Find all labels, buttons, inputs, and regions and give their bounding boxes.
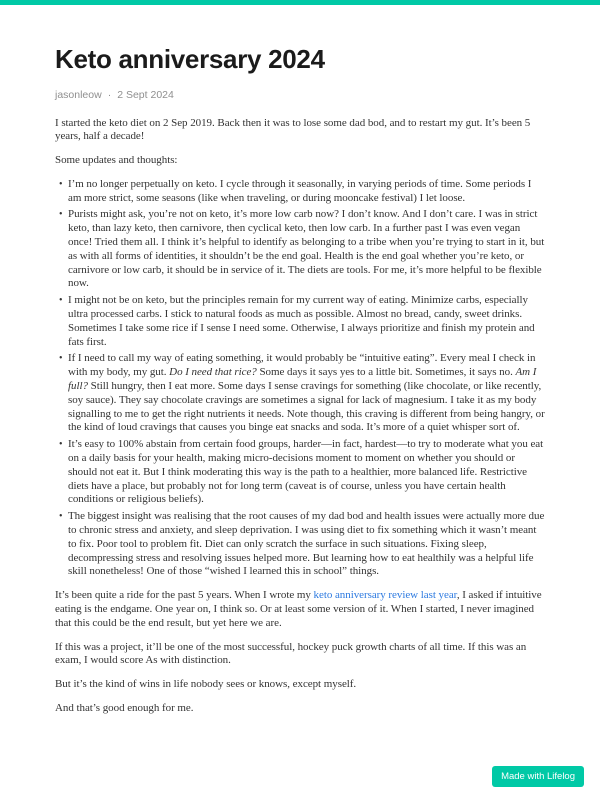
article-container	[0, 5, 600, 716]
list-item-biggest-insight	[68, 510, 545, 579]
list-item-intuitive-eating	[68, 352, 545, 435]
author-link[interactable]: jasonleow	[55, 88, 102, 101]
text-segment: If I need to call my way of eating something, it would probably be “intuitive eating”. Every meal I check in with my body, my gut.	[68, 352, 536, 379]
post-date: 2 Sept 2024	[117, 88, 174, 101]
text-segment: It’s been quite a ride for the past 5 years. When I wrote my	[55, 589, 314, 602]
italic-text-segment: Am I full?	[68, 366, 537, 393]
text-segment: I’m no longer perpetually on keto. I cycle through it seasonally, in varying periods of time. Some periods I am more strict, some seasons (like when traveling, or during mooncake festival) I let loose.	[68, 177, 532, 204]
paragraph-project: If this was a project, it’ll be one of the most successful, hockey puck growth charts of all time. If this was an exam, I would score As with distinction.	[55, 640, 527, 667]
list-item-moderation	[68, 438, 545, 507]
paragraph-updates-heading: Some updates and thoughts:	[55, 154, 178, 167]
paragraph-ride	[55, 589, 545, 630]
text-segment: The biggest insight was realising that the root causes of my dad bod and health issues were actually more due to chronic stress and anxiety, and sleep deprivation. I was using diet to fix something which it wasn’t meant to fix. Poor tool to problem fit. Diet can only scratch the surface in such situations. Fixing sleep, decompressing stress and resolving issues helped more. But learning how to eat healthily was a helpful life skill nonetheless! One of those “wished I learned this in school” things.	[68, 510, 545, 578]
list-item-purists	[68, 208, 545, 291]
list-item-cycling	[68, 178, 545, 206]
updates-list	[55, 178, 545, 579]
byline-separator: ·	[107, 88, 112, 101]
paragraph-wins: But it’s the kind of wins in life nobody sees or knows, except myself.	[55, 678, 357, 691]
article-body	[55, 117, 545, 716]
text-segment: Still hungry, then I eat more. Some days I sense cravings for something (like chocolate, or like recently, soy sauce). They say chocolate cravings are sometimes a signal for lack of magnesium. I take it as my body signalling to me to get the right nutrients it needs. Note though, this craving is different from being hangry, or the kind of loud cravings that causes you binge eat snacks and soda. It’s more of a quiet whisper sort of.	[68, 380, 545, 434]
text-segment: Some days it says yes to a little bit. Sometimes, it says no.	[256, 366, 516, 379]
inline-link[interactable]: keto anniversary review last year	[313, 589, 457, 602]
page-title: Keto anniversary 2024	[55, 44, 325, 74]
paragraph-intro: I started the keto diet on 2 Sep 2019. Back then it was to lose some dad bod, and to restart my gut. It’s been 5 years, half a decade!	[55, 116, 531, 143]
paragraph-closing: And that’s good enough for me.	[55, 701, 194, 714]
text-segment: , I asked if intuitive eating is the endgame. One year on, I think so. Or at least some version of it. When I started, I never imagined that this could be the end result, but yet here we are.	[55, 589, 542, 629]
byline	[55, 89, 545, 102]
text-segment: Purists might ask, you’re not on keto, it’s more low carb now? I don’t know. And I don’t care. I was in strict keto, than lazy keto, then carnivore, then cyclical keto, then low carb. In a further past I was even vegan once! Tried them all. I think it’s helpful to identify as belonging to a tribe when you’re trying to start in it, but as with all forms of identities, it shouldn’t be the end goal. Health is the end goal whether you’re keto, or carnivore or low carb, it should be in service of it. The diets are tools. For me, it’s more helpful to be flexible now.	[68, 208, 545, 290]
made-with-lifelog-badge[interactable]: Made with Lifelog	[492, 766, 584, 788]
italic-text-segment: Do I need that rice?	[169, 366, 257, 379]
text-segment: It’s easy to 100% abstain from certain food groups, harder—in fact, hardest—to try to moderate what you eat on a daily basis for your health, making micro-decisions moment to moment on whether you should or should not eat it. But I think moderating this way is the path to a healthier, more balanced life. Restrictive diets have a place, but probably not for long term (caveat is of course, unless you have certain health conditions or religious beliefs).	[68, 438, 544, 506]
text-segment: I might not be on keto, but the principles remain for my current way of eating. Minimize carbs, especially ultra processed carbs. I stick to natural foods as much as possible. Almost no bread, candy, sweet drinks. Sometimes I take some rice if I sense I need some. Otherwise, I always prioritize and finish my protein and fats first.	[68, 294, 535, 348]
list-item-principles	[68, 294, 545, 349]
